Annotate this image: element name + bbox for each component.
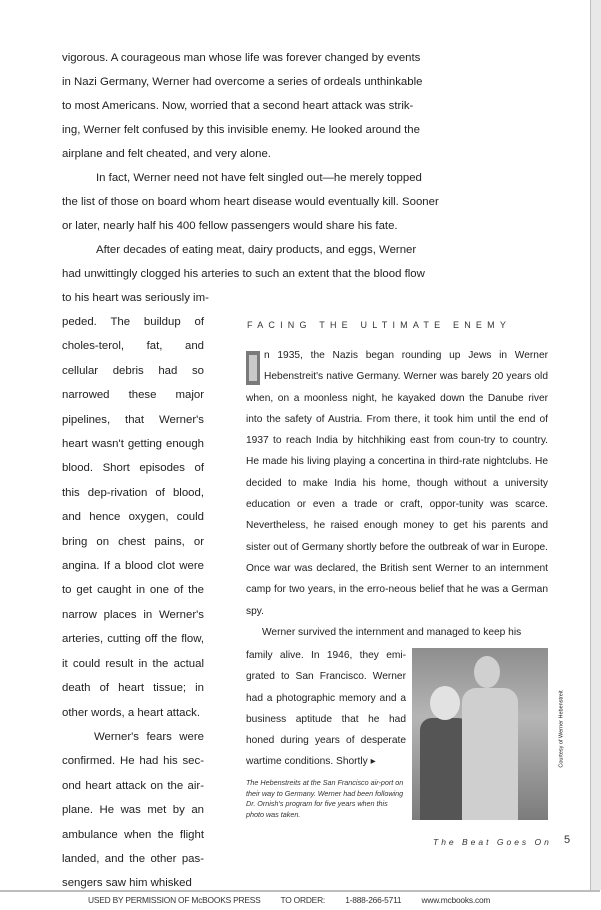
sidebar-title: FACING THE ULTIMATE ENEMY xyxy=(247,320,512,330)
running-footer-title: The Beat Goes On xyxy=(433,837,552,847)
body-line: or later, nearly half his 400 fellow passengers would share his fate. xyxy=(62,220,398,232)
left-column-paragraph: peded. The buildup of choles-terol, fat, and cellular debris had so narrowed these major pipelines, that Werner's heart wasn't getting enough blood. Short episodes of this dep-rivation of blood, and hence oxygen, could bring on chest pains, or angina. If a blood clot were to get caught in one of the narrow places in Werner's arteries, cutting off the flow, it could result in the actual death of heart tissue; in other words, a heart attack. xyxy=(62,316,204,719)
photo-caption: The Hebenstreits at the San Francisco air-port on their way to Germany. Werner had been following Dr. Ornish's program for five years when this photo was taken. xyxy=(246,778,404,819)
permission-text: USED BY PERMISSION OF McBOOKS PRESS xyxy=(88,895,261,905)
sidebar-narrow-text xyxy=(246,645,406,773)
page-number: 5 xyxy=(564,834,571,846)
sidebar-text xyxy=(246,345,548,643)
photo xyxy=(412,648,565,820)
left-column-paragraph: Werner's fears were confirmed. He had his sec-ond heart attack on the air-plane. He was met by an ambulance when the flight landed, and the other pas-sengers saw him whisked xyxy=(62,730,204,890)
body-line: had unwittingly clogged his arteries to such an extent that the blood flow xyxy=(62,268,425,280)
body-line: vigorous. A courageous man whose life was forever changed by events xyxy=(62,52,421,64)
left-column xyxy=(62,310,204,896)
website-link[interactable]: www.mcbooks.com xyxy=(421,895,491,905)
body-line: in Nazi Germany, Werner had overcome a series of ordeals unthinkable xyxy=(62,76,423,88)
permission-strip xyxy=(88,895,508,905)
phone-number: 1-888-266-5711 xyxy=(345,895,402,905)
body-line: to his heart was seriously im- xyxy=(62,292,209,304)
body-line: After decades of eating meat, dairy products, and eggs, Werner xyxy=(96,244,417,256)
sidebar-paragraph: family alive. In 1946, they emi-grated to San Francisco. Werner had a photographic memory and a business aptitude that he had honed during years of desperate wartime conditions. Shortly ▸ xyxy=(246,650,406,768)
body-line: In fact, Werner need not have felt singled out—he merely topped xyxy=(96,172,422,184)
drop-cap-letter-i-icon xyxy=(246,351,260,385)
body-line: to most Americans. Now, worried that a second heart attack was strik- xyxy=(62,100,414,112)
photo-credit: Courtesy of Werner Hebenstreit xyxy=(558,690,565,768)
body-line: airplane and felt cheated, and very alone. xyxy=(62,148,271,160)
body-line: ing, Werner felt confused by this invisible enemy. He looked around the xyxy=(62,124,420,136)
sidebar-paragraph: n 1935, the Nazis began rounding up Jews in Werner Hebenstreit's native Germany. Werner was barely 20 years old when, on a moonless night, he kayaked down the Danube river into the safety of Austria. From there, it took him until the end of 1937 to reach India by hitchhiking east from coun-try to country. He made his living playing a concertina in third-rate nightclubs. He decided to make India his home, though without a university education or even a trade or craft, oppor-tunity was scarce. Nevertheless, he raised enough money to get his parents and sister out of Germany shortly before the outbreak of war in Europe. Once war was declared, the British sent Werner to an internment camp for two years, in the erro-neous belief that he was a German spy. xyxy=(246,350,548,617)
body-line: the list of those on board whom heart disease would eventually kill. Sooner xyxy=(62,196,439,208)
page-edge-right xyxy=(590,0,601,890)
order-label: TO ORDER: xyxy=(280,895,326,905)
sidebar-paragraph: Werner survived the internment and managed to keep his xyxy=(262,626,522,638)
